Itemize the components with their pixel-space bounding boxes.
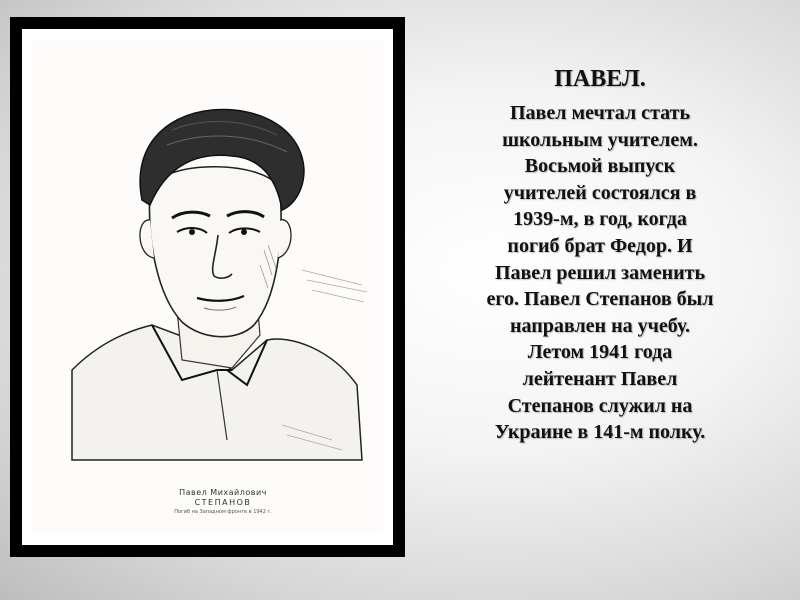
body-line: Украине в 141-м полку.	[494, 421, 706, 444]
body-line: погиб брат Федор. И	[507, 234, 693, 257]
body-line: Восьмой выпуск	[524, 155, 676, 178]
portrait-paper	[32, 40, 383, 534]
body-line: Летом 1941 года	[527, 341, 673, 364]
caption-surname: СТЕПАНОВ	[194, 497, 252, 507]
body-line: Степанов служил на	[507, 394, 693, 417]
caption-note: Погиб на Западном фронте в 1942 г.	[174, 509, 272, 516]
body-line: 1939-м, в год, когда	[513, 208, 687, 231]
body-line: учителей состоялся в	[503, 181, 697, 204]
caption-name: Павел Михайлович	[179, 488, 267, 497]
portrait-frame	[10, 17, 405, 557]
text-block	[430, 62, 770, 446]
body-line: направлен на учебу.	[510, 314, 690, 337]
body-line: его. Павел Степанов был	[486, 288, 714, 311]
body-line: Павел мечтал стать	[509, 102, 691, 124]
body-line: Павел решил заменить	[494, 261, 706, 284]
portrait-mat	[22, 29, 393, 545]
portrait-caption	[158, 488, 288, 515]
portrait-sketch	[32, 40, 383, 534]
body-line: школьным учителем.	[502, 128, 698, 151]
slide-title: ПАВЕЛ.	[554, 66, 646, 92]
body-line: лейтенант Павел	[522, 367, 678, 390]
